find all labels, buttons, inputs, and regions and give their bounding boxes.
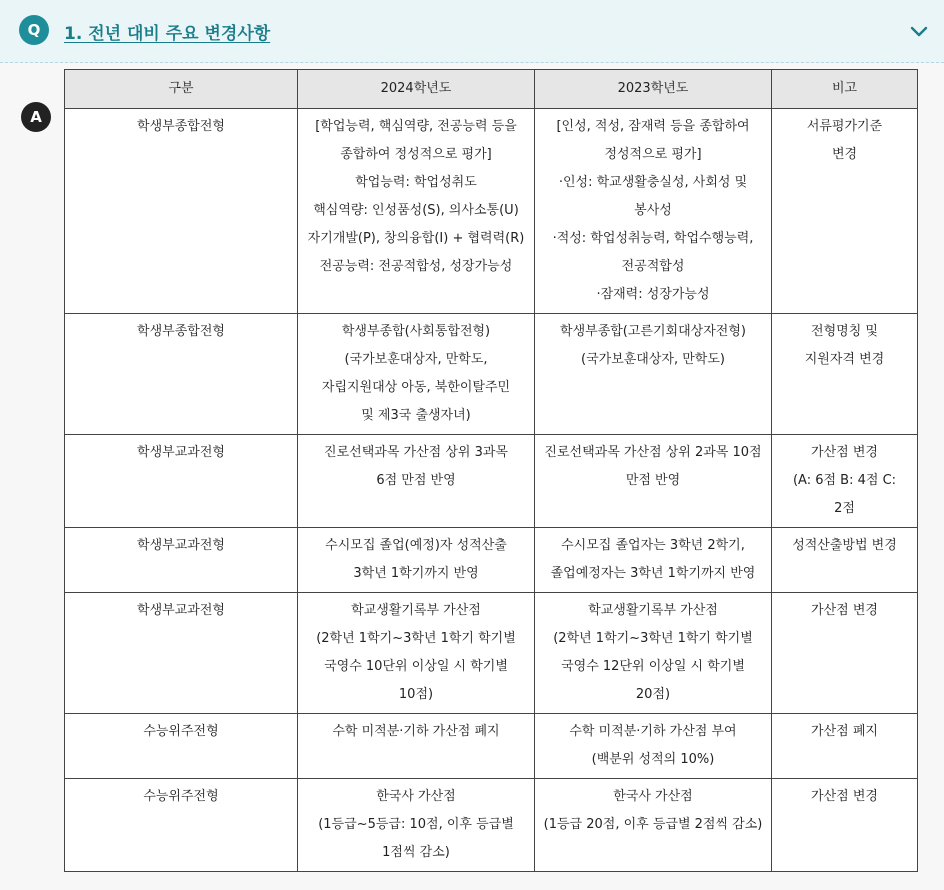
cell-line: 변경 [831, 147, 858, 162]
cell-line: 가산점 폐지 [811, 724, 878, 739]
cell-line: 진로선택과목 가산점 상위 3과목 [324, 445, 508, 460]
chevron-down-icon[interactable] [908, 20, 930, 42]
cell-note [772, 593, 918, 714]
cell-line: 전형명칭 및 [811, 324, 878, 339]
cell-category [65, 593, 298, 714]
cell-line: 3학년 1학기까지 반영 [353, 566, 479, 581]
cell-line: 만점 반영 [625, 473, 681, 488]
cell-2024 [298, 593, 535, 714]
cell-2024 [298, 314, 535, 435]
cell-category [65, 314, 298, 435]
cell-note [772, 435, 918, 528]
cell-note [772, 314, 918, 435]
table-row [65, 314, 918, 435]
cell-line: 및 제3국 출생자녀) [361, 408, 471, 423]
cell-line: 학생부종합전형 [137, 324, 225, 339]
cell-line: ·인성: 학교생활충실성, 사회성 및 [558, 175, 748, 190]
cell-line: 학생부교과전형 [137, 538, 225, 553]
cell-line: (2학년 1학기~3학년 1학기 학기별 [316, 631, 516, 646]
cell-note [772, 109, 918, 314]
cell-line: 졸업예정자는 3학년 1학기까지 반영 [550, 566, 756, 581]
cell-line: 국영수 12단위 이상일 시 학기별 [561, 659, 745, 674]
question-title[interactable]: 1. 전년 대비 주요 변경사항 [64, 24, 271, 44]
cell-line: 학생부종합(고른기회대상자전형) [560, 324, 746, 339]
cell-line: 학교생활기록부 가산점 [351, 603, 481, 618]
cell-line: (A: 6점 B: 4점 C: [792, 473, 897, 488]
cell-line: [인성, 적성, 잠재력 등을 종합하여 [556, 119, 750, 134]
cell-line: 서류평가기준 [806, 119, 883, 134]
table-body [65, 109, 918, 872]
cell-line: (백분위 성적의 10%) [591, 752, 715, 767]
table-row [65, 779, 918, 872]
cell-line: [학업능력, 핵심역량, 전공능력 등을 [315, 119, 517, 134]
cell-line: 봉사성 [634, 203, 672, 218]
cell-2024 [298, 435, 535, 528]
cell-category [65, 528, 298, 593]
cell-line: 가산점 변경 [811, 789, 878, 804]
table-row [65, 714, 918, 779]
cell-line: (1등급 20점, 이후 등급별 2점씩 감소) [543, 817, 763, 832]
cell-2023 [535, 528, 772, 593]
header-category: 구분 [65, 70, 298, 109]
cell-2023 [535, 435, 772, 528]
table-row [65, 593, 918, 714]
cell-line: 성적산출방법 변경 [792, 538, 897, 553]
cell-line: 학생부종합전형 [137, 119, 225, 134]
cell-line: 학업능력: 학업성취도 [355, 175, 477, 190]
cell-line: 전공능력: 전공적합성, 성장가능성 [319, 259, 513, 274]
cell-line: 한국사 가산점 [613, 789, 693, 804]
question-badge: Q [19, 15, 49, 45]
cell-line: 10점) [398, 687, 434, 702]
cell-2023 [535, 314, 772, 435]
cell-line: 학생부종합(사회통합전형) [341, 324, 491, 339]
cell-category [65, 435, 298, 528]
cell-note [772, 714, 918, 779]
cell-line: 6점 만점 반영 [376, 473, 456, 488]
cell-note [772, 779, 918, 872]
cell-category [65, 714, 298, 779]
cell-2023 [535, 714, 772, 779]
cell-line: 전공적합성 [621, 259, 685, 274]
cell-2023 [535, 779, 772, 872]
cell-line: 종합하여 정성적으로 평가] [340, 147, 492, 162]
cell-line: ·적성: 학업성취능력, 학업수행능력, [552, 231, 754, 246]
cell-2023 [535, 593, 772, 714]
cell-category [65, 109, 298, 314]
cell-line: ·잠재력: 성장가능성 [596, 287, 710, 302]
cell-category [65, 779, 298, 872]
cell-line: 국영수 10단위 이상일 시 학기별 [324, 659, 508, 674]
cell-line: 수능위주전형 [143, 724, 219, 739]
cell-line: 수학 미적분·기하 가산점 부여 [569, 724, 737, 739]
cell-line: 1점씩 감소) [382, 845, 450, 860]
table-header-row [65, 70, 918, 109]
table-row [65, 435, 918, 528]
cell-line: 한국사 가산점 [376, 789, 456, 804]
cell-line: 학생부교과전형 [137, 445, 225, 460]
cell-line: 진로선택과목 가산점 상위 2과목 10점 [544, 445, 762, 460]
header-note: 비고 [772, 70, 918, 109]
cell-line: 자기개발(P), 창의융합(I) + 협력력(R) [307, 231, 525, 246]
cell-line: 자립지원대상 아동, 북한이탈주민 [321, 380, 511, 395]
cell-line: 가산점 변경 [811, 603, 878, 618]
cell-line: 지원자격 변경 [804, 352, 885, 367]
header-2024: 2024학년도 [298, 70, 535, 109]
cell-line: 학생부교과전형 [137, 603, 225, 618]
cell-2024 [298, 779, 535, 872]
cell-line: (국가보훈대상자, 만학도) [581, 352, 725, 367]
answer-badge: A [21, 102, 51, 132]
cell-2024 [298, 528, 535, 593]
question-header[interactable] [0, 0, 944, 63]
cell-2024 [298, 714, 535, 779]
cell-line: 수시모집 졸업자는 3학년 2학기, [561, 538, 745, 553]
cell-line: 수학 미적분·기하 가산점 폐지 [332, 724, 500, 739]
table-row [65, 528, 918, 593]
cell-note [772, 528, 918, 593]
table-row [65, 109, 918, 314]
cell-line: 수능위주전형 [143, 789, 219, 804]
cell-line: (국가보훈대상자, 만학도, [344, 352, 488, 367]
cell-line: 학교생활기록부 가산점 [588, 603, 718, 618]
cell-line: 정성적으로 평가] [604, 147, 702, 162]
cell-2023 [535, 109, 772, 314]
cell-line: (2학년 1학기~3학년 1학기 학기별 [553, 631, 753, 646]
header-2023: 2023학년도 [535, 70, 772, 109]
comparison-table [64, 69, 918, 872]
cell-line: (1등급~5등급: 10점, 이후 등급별 [318, 817, 514, 832]
cell-line: 2점 [834, 501, 855, 516]
cell-line: 수시모집 졸업(예정)자 성적산출 [325, 538, 507, 553]
cell-line: 20점) [635, 687, 671, 702]
cell-2024 [298, 109, 535, 314]
cell-line: 핵심역량: 인성품성(S), 의사소통(U) [313, 203, 519, 218]
cell-line: 가산점 변경 [811, 445, 878, 460]
